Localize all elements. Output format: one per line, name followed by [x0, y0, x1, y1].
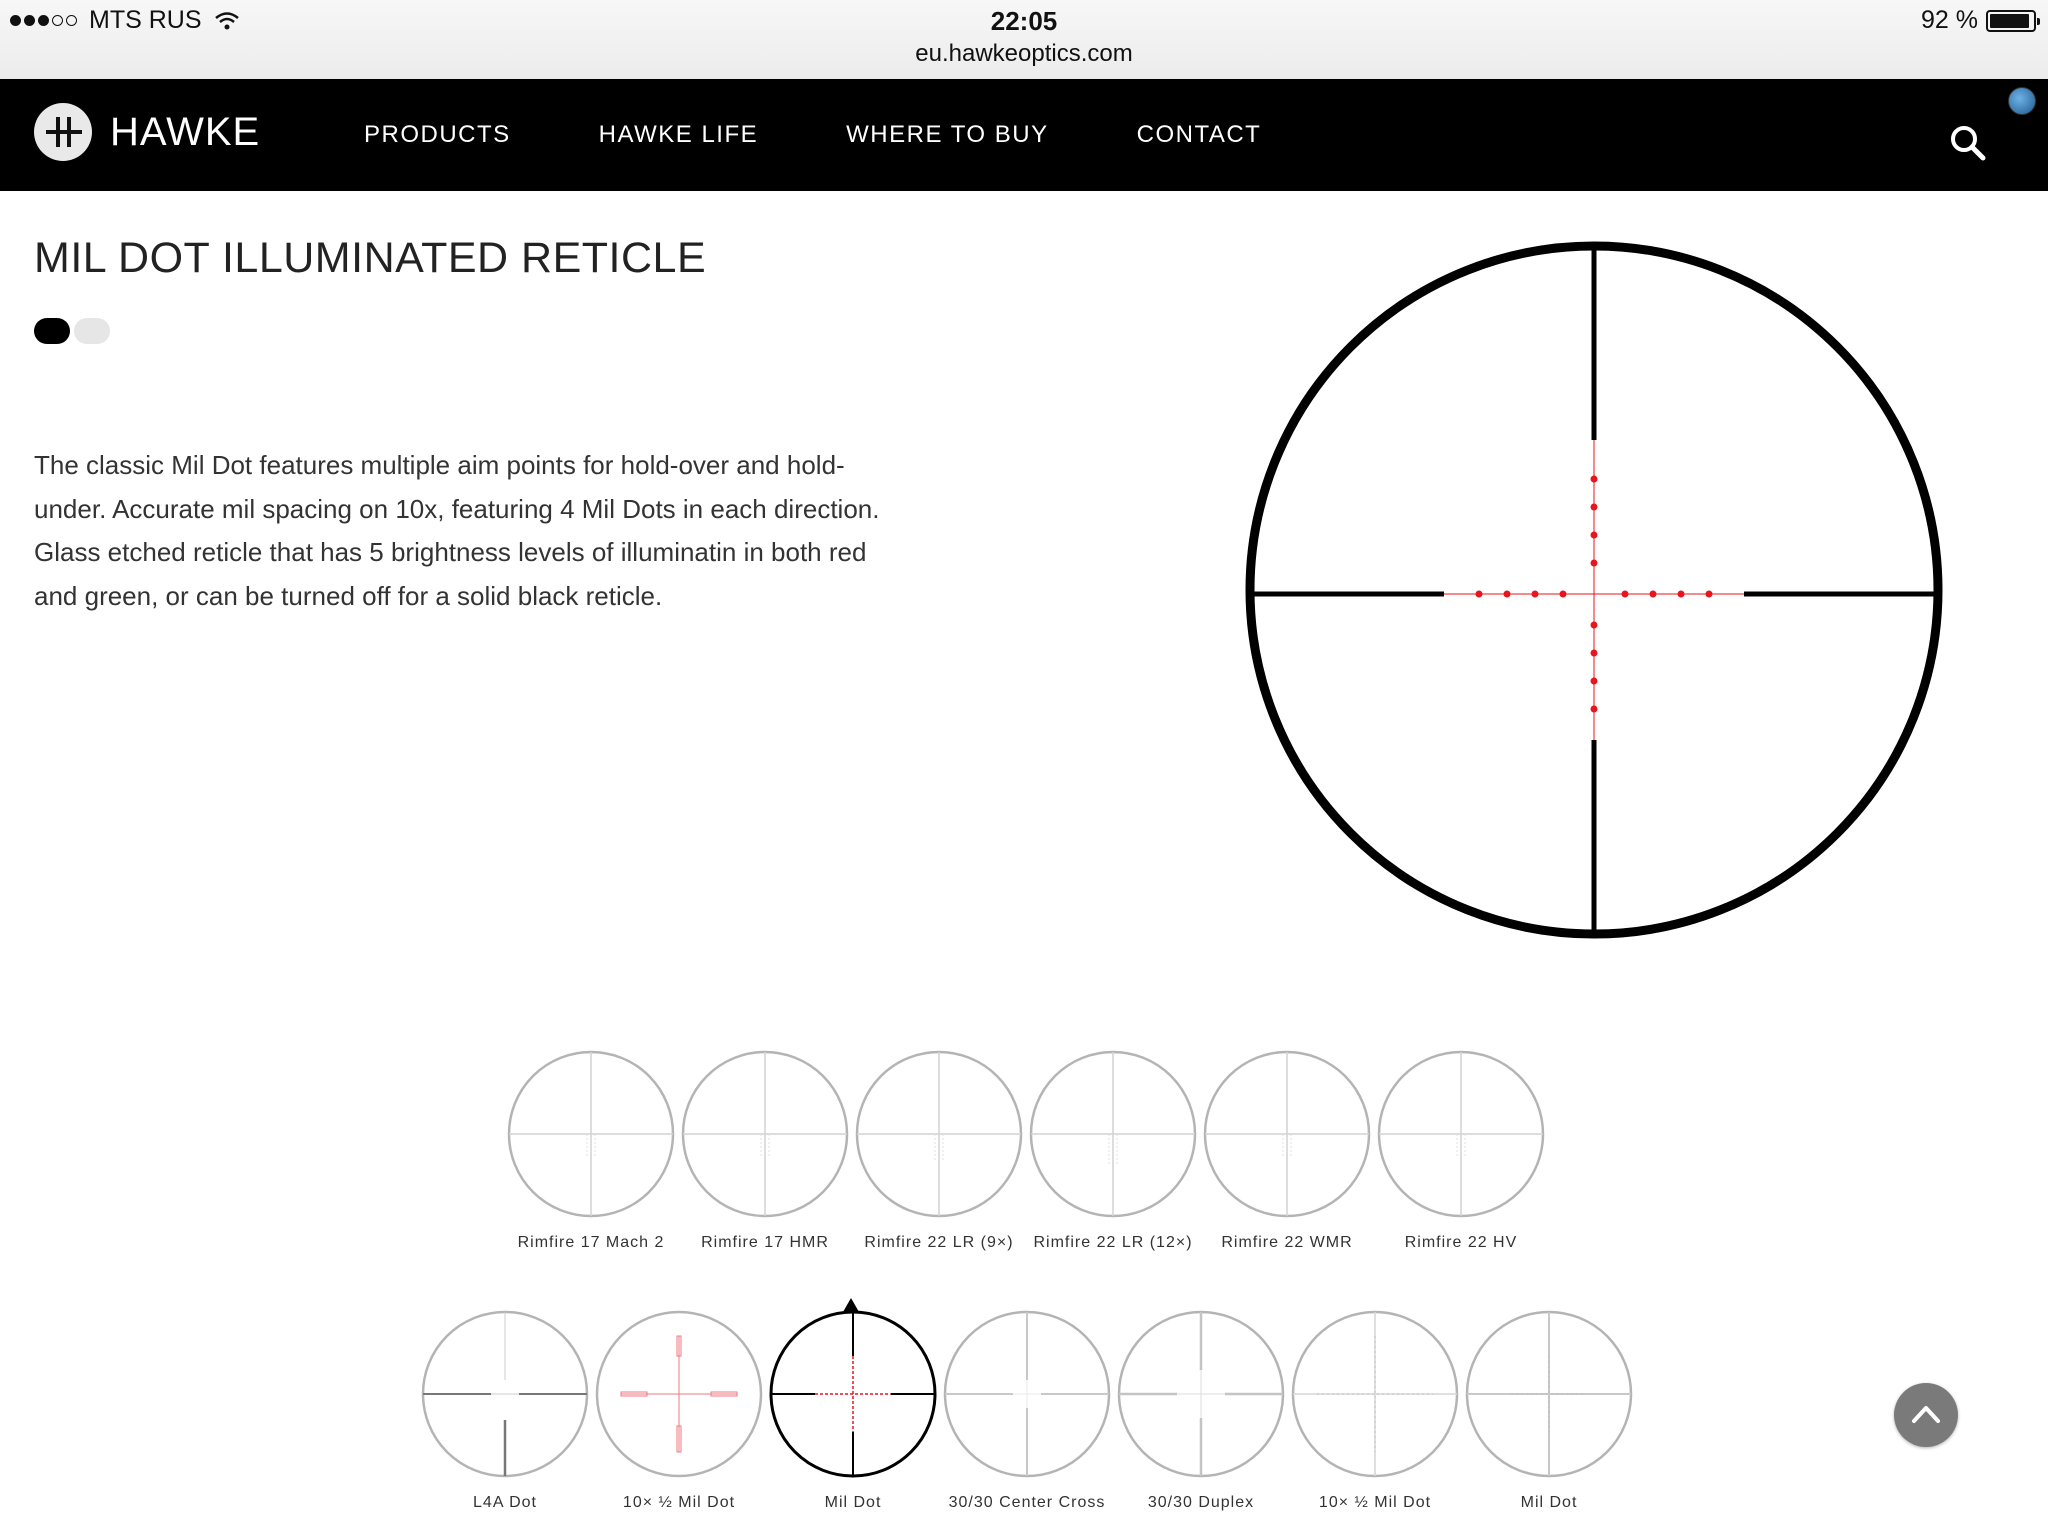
reticle-thumb-icon [855, 1050, 1023, 1218]
reticle-thumb-icon [421, 1310, 589, 1478]
reticle-thumb-icon [1117, 1310, 1285, 1478]
logo-text: HAWKE [110, 109, 261, 154]
white-reticle-toggle[interactable] [74, 318, 110, 344]
reticle-selector-row-2 [418, 1310, 1636, 1512]
reticle-label: Mil Dot [824, 1494, 882, 1511]
status-bar [0, 0, 2048, 80]
address-bar[interactable]: eu.hawkeoptics.com [915, 40, 1133, 67]
reticle-label: Rimfire 22 LR (9×) [864, 1234, 1014, 1251]
reticle-thumb-icon [681, 1050, 849, 1218]
reticle-thumb-30-30-center-cross[interactable] [940, 1310, 1114, 1512]
reticle-label: Mil Dot [1520, 1494, 1578, 1511]
carrier-name: MTS RUS [89, 6, 202, 34]
black-reticle-toggle[interactable] [34, 318, 70, 344]
reticle-label: Rimfire 17 HMR [701, 1234, 829, 1251]
globe-icon[interactable] [2008, 87, 2036, 115]
reticle-thumb-mil-dot-2[interactable] [1462, 1310, 1636, 1512]
reticle-label: Rimfire 22 LR (12×) [1033, 1234, 1193, 1251]
hawke-logo[interactable] [34, 103, 260, 161]
reticle-thumb-icon [1029, 1050, 1197, 1218]
reticle-thumb-rimfire-17-mach-2[interactable] [504, 1050, 678, 1252]
reticle-label: Rimfire 22 WMR [1221, 1234, 1353, 1251]
battery-icon [1986, 10, 2036, 32]
nav-products[interactable]: PRODUCTS [364, 121, 511, 148]
reticle-label: 30/30 Center Cross [948, 1494, 1106, 1511]
reticle-thumb-icon [1291, 1310, 1459, 1478]
reticle-label: 30/30 Duplex [1147, 1494, 1255, 1511]
reticle-color-toggle [34, 318, 110, 344]
back-to-top-button[interactable] [1894, 1383, 1958, 1447]
reticle-label: 10× ½ Mil Dot [1318, 1494, 1432, 1511]
reticle-selector-row-1 [504, 1050, 1548, 1252]
reticle-thumb-10x-half-mil-dot-2[interactable] [1288, 1310, 1462, 1512]
reticle-label: Rimfire 22 HV [1404, 1234, 1518, 1251]
chevron-up-icon [1908, 1397, 1944, 1433]
battery [1921, 6, 2036, 35]
nav-hawke-life[interactable]: HAWKE LIFE [598, 121, 759, 148]
reticle-label: L4A Dot [473, 1494, 537, 1511]
nav-contact[interactable]: CONTACT [1136, 121, 1262, 148]
reticle-label: 10× ½ Mil Dot [622, 1494, 736, 1511]
reticle-thumb-icon [1377, 1050, 1545, 1218]
reticle-thumb-icon [595, 1310, 763, 1478]
reticle-label: Rimfire 17 Mach 2 [517, 1234, 665, 1251]
reticle-thumb-icon [1465, 1310, 1633, 1478]
reticle-thumb-rimfire-22-lr-12x[interactable] [1026, 1050, 1200, 1252]
logo-badge-icon [34, 103, 92, 161]
page-title: MIL DOT ILLUMINATED RETICLE [34, 234, 707, 282]
reticle-thumb-icon [769, 1310, 937, 1478]
reticle-thumb-mil-dot-selected[interactable] [766, 1310, 940, 1512]
search-icon[interactable] [1948, 123, 1988, 163]
battery-percent: 92 % [1921, 6, 1978, 34]
reticle-thumb-10x-half-mil-dot[interactable] [592, 1310, 766, 1512]
clock: 22:05 [990, 6, 1058, 36]
nav-where-to-buy[interactable]: WHERE TO BUY [846, 121, 1049, 148]
nav-links [364, 121, 1349, 149]
reticle-thumb-30-30-duplex[interactable] [1114, 1310, 1288, 1512]
reticle-thumb-rimfire-22-lr-9x[interactable] [852, 1050, 1026, 1252]
reticle-thumb-icon [507, 1050, 675, 1218]
reticle-thumb-rimfire-22-wmr[interactable] [1200, 1050, 1374, 1252]
reticle-thumb-rimfire-22-hv[interactable] [1374, 1050, 1548, 1252]
reticle-thumb-icon [1203, 1050, 1371, 1218]
mil-dot-reticle-image [1244, 240, 1944, 940]
reticle-thumb-rimfire-17-hmr[interactable] [678, 1050, 852, 1252]
main-navigation [0, 79, 2048, 191]
product-description: The classic Mil Dot features multiple aim points for hold-over and hold-under. Accurate mil spacing on 10x, featuring 4 Mil Dots in each direction. Glass etched reticle that has 5 brightness levels of illuminatin in both red and green, or can be turned off for a solid black reticle. [34, 450, 880, 611]
reticle-thumb-l4a-dot[interactable] [418, 1310, 592, 1512]
reticle-thumb-icon [943, 1310, 1111, 1478]
